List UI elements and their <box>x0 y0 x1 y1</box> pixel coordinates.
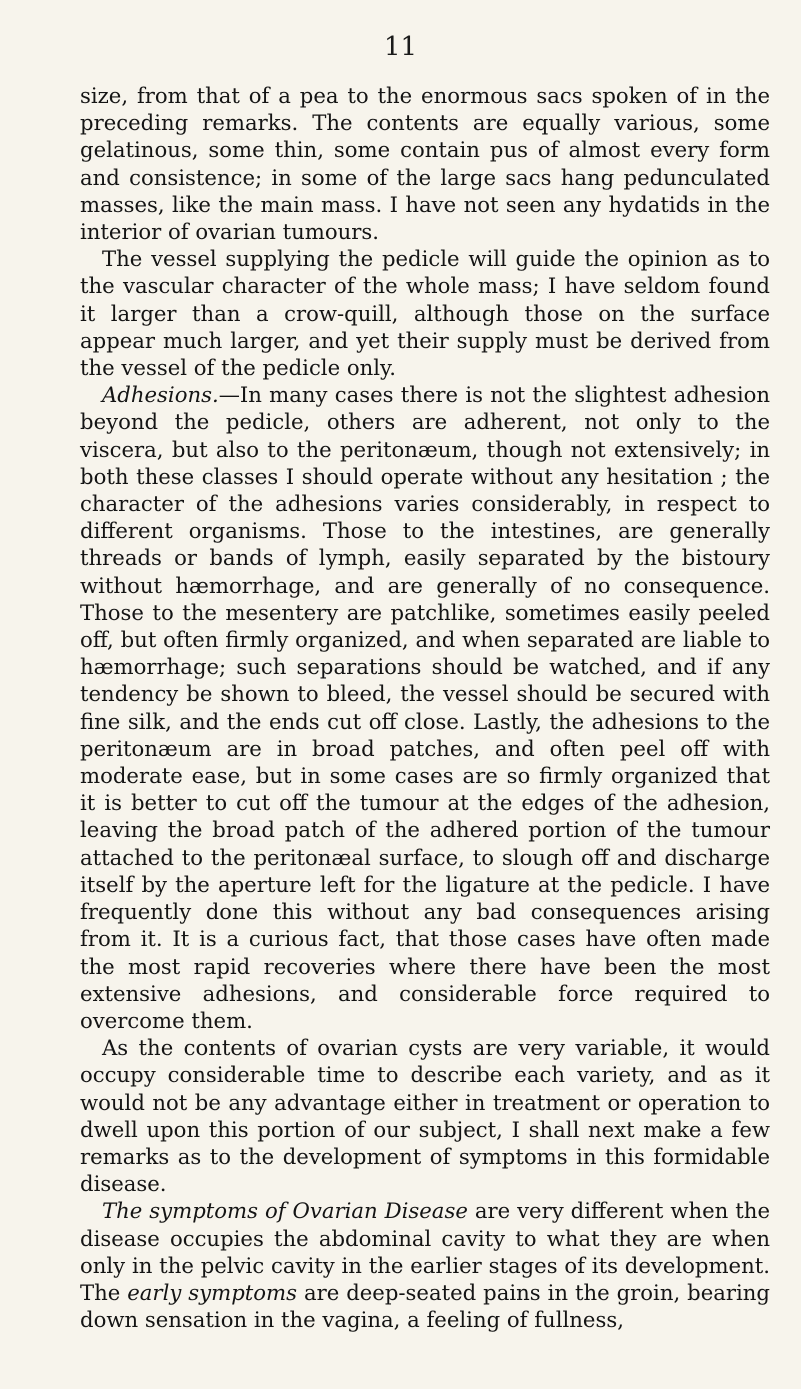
paragraph-contents <box>80 1034 770 1197</box>
page-number: 11 <box>383 32 418 62</box>
paragraph-1 <box>80 82 770 245</box>
body-text <box>80 82 770 1333</box>
paragraph-contents-text: As the contents of ovarian cysts are very variable, it would occupy considerable time to describe each variety, and as it would not be any advantage either in treatment or operation to dwell upon this portion of our subject, I shall next make a few remarks as to the development of symptoms in this formidable disease. <box>80 1035 770 1197</box>
paragraph-symptoms <box>80 1197 770 1333</box>
early-symptoms-term: early symptoms <box>127 1279 297 1305</box>
symptoms-heading: The symptoms of Ovarian Disease <box>102 1198 468 1224</box>
symptoms-text-1: are very different when the disease occupies the abdominal cavity to what they are when only in the pelvic cavity in the earlier stages of its development. The <box>80 1198 770 1305</box>
adhesions-text: —In many cases there is not the slightest adhesion beyond the pedicle, others are adherent, not only to the viscera, but also to the peritonæum, though not extensively; in both these classes I should operate without any hesitation ; the character of the adhesions varies considerably, in respect to different organisms. Those to the intestines, are generally threads or bands of lymph, easily separated by the bistoury without hæmorrhage, and are generally of no consequence. Those to the mesentery are patchlike, sometimes easily peeled off, but often firmly organized, and when separated are liable to hæmorrhage; such separations should be watched, and if any tendency be shown to bleed, the vessel should be secured with fine silk, and the ends cut off close. Lastly, the adhesions to the peritonæum are in broad patches, and often peel off with moderate ease, but in some cases are so firmly organized that it is better to cut off the tumour at the edges of the adhesion, leaving the broad patch of the adhered portion of the tumour attached to the peritonæal surface, to slough off and discharge itself by the aperture left for the ligature at the pedicle. I have frequently done this without any bad consequences arising from it. It is a curious fact, that those cases have often made the most rapid recoveries where there have been the most extensive adhesions, and considerable force required to overcome them. <box>80 382 770 1033</box>
symptoms-text-2: are deep-seated pains in the groin, bearing down sensation in the vagina, a feeling of fullness, <box>80 1279 770 1333</box>
paragraph-1-text: size, from that of a pea to the enormous sacs spoken of in the preceding remarks. The contents are equally various, some gelatinous, some thin, some contain pus of almost every form and consistence; in some of the large sacs hang pedunculated masses, like the main mass. I have not seen any hydatids in the interior of ovarian tumours. <box>80 83 770 245</box>
paragraph-2-text: The vessel supplying the pedicle will guide the opinion as to the vascular character of the whole mass; I have seldom found it larger than a crow-quill, although those on the surface appear much larger, and yet their supply must be derived from the vessel of the pedicle only. <box>80 246 770 381</box>
paragraph-2 <box>80 245 770 381</box>
adhesions-heading: Adhesions. <box>102 382 219 408</box>
paragraph-adhesions <box>80 381 770 1034</box>
